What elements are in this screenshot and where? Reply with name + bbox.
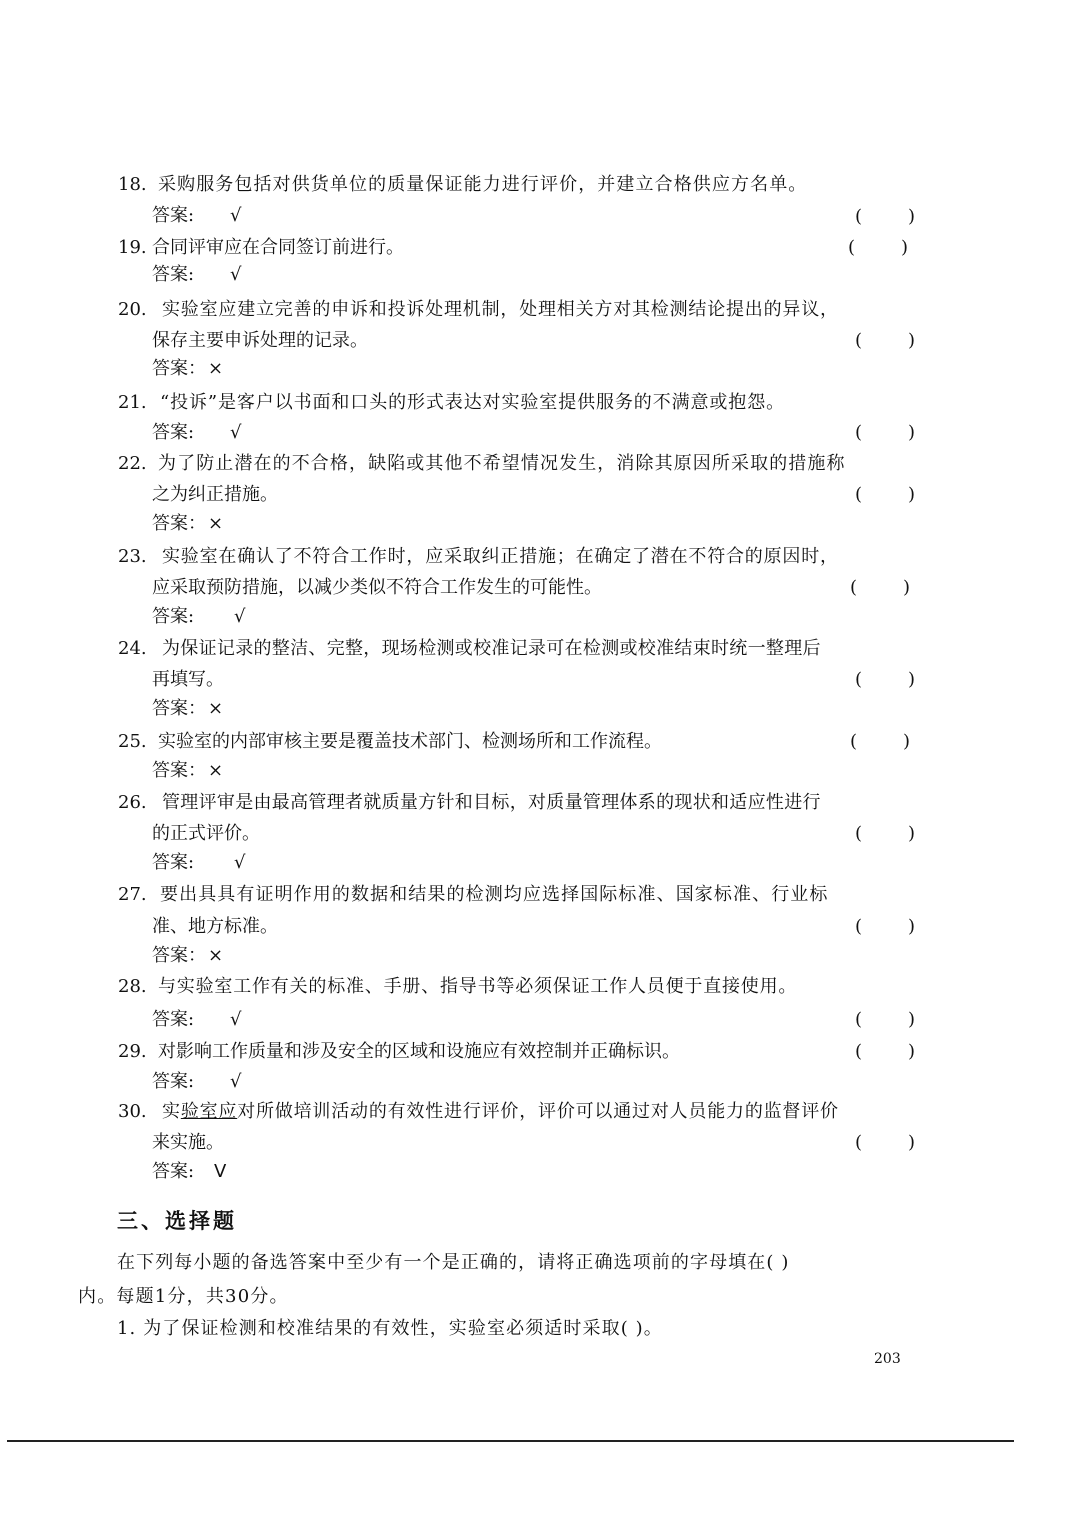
paren-open: ( (855, 1041, 863, 1062)
paren-open: ( (855, 823, 863, 844)
answer-mark: × (208, 358, 224, 379)
question-text (162, 1099, 839, 1125)
question-number: 30. (118, 1101, 147, 1122)
choice-question-1: 1. 为了保证检测和校准结果的有效性，实验室必须适时采取( )。 (117, 1318, 663, 1339)
answer-20 (152, 356, 224, 382)
question-text: 管理评审是由最高管理者就质量方针和目标，对质量管理体系的现状和适应性进行 (162, 792, 821, 813)
question-number: 22. (118, 453, 147, 474)
paren-open: ( (850, 577, 858, 598)
question-text: 之为纠正措施。 (152, 484, 278, 505)
paren-open: ( (855, 1009, 863, 1030)
answer-27 (152, 943, 224, 969)
question-text: 来实施。 (152, 1132, 224, 1153)
answer-label: 答案： (152, 945, 206, 966)
question-number: 21. (118, 392, 147, 413)
paren-close: ) (907, 669, 915, 690)
answer-mark: √ (230, 205, 242, 226)
question-text: 的正式评价。 (152, 823, 260, 844)
answer-29 (152, 1069, 242, 1095)
paren-close: ) (902, 577, 910, 598)
question-number: 24. (118, 638, 147, 659)
question-number: 20. (118, 299, 147, 320)
answer-label: 答案: (152, 1161, 195, 1182)
page-number: 203 (874, 1351, 901, 1367)
question-text: 采购服务包括对供货单位的质量保证能力进行评价，并建立合格供应方名单。 (158, 174, 808, 195)
paren-close: ) (907, 1132, 915, 1153)
answer-label: 答案: (152, 606, 195, 627)
answer-label: 答案: (152, 852, 195, 873)
question-number: 28. (118, 976, 147, 997)
answer-label: 答案: (152, 422, 195, 443)
paren-close: ) (907, 206, 915, 227)
answer-18 (152, 203, 242, 229)
answer-19 (152, 262, 242, 288)
question-text: 实验室的内部审核主要是覆盖技术部门、检测场所和工作流程。 (158, 731, 662, 752)
answer-24 (152, 696, 224, 722)
answer-mark: √ (230, 264, 242, 285)
answer-21 (152, 420, 242, 446)
question-text: 为了防止潜在的不合格，缺陷或其他不希望情况发生，消除其原因所采取的措施称 (158, 453, 846, 474)
answer-mark: × (208, 760, 224, 781)
question-number: 26. (118, 792, 147, 813)
question-text: 为保证记录的整洁、完整，现场检测或校准记录可在检测或校准结束时统一整理后 (162, 638, 821, 659)
question-text-part: 对所做培训活动的有效性进行评价，评价可以通过对人员能力的监督评价 (237, 1101, 839, 1122)
answer-mark: √ (234, 606, 246, 627)
answer-25 (152, 758, 224, 784)
answer-mark: × (208, 698, 224, 719)
question-number: 29. (118, 1041, 147, 1062)
underlined-text: 验室应 (180, 1101, 238, 1122)
answer-mark: √ (230, 422, 242, 443)
paren-close: ) (907, 484, 915, 505)
paren-open: ( (855, 422, 863, 443)
paren-open: ( (855, 1132, 863, 1153)
answer-mark: × (208, 513, 224, 534)
paren-open: ( (855, 916, 863, 937)
paren-close: ) (907, 1009, 915, 1030)
section-intro-line1: 在下列每小题的备选答案中至少有一个是正确的，请将正确选项前的字母填在( ) (117, 1252, 790, 1273)
question-text: 实验室在确认了不符合工作时，应采取纠正措施；在确定了潜在不符合的原因时， (162, 546, 839, 567)
paren-close: ) (902, 731, 910, 752)
paren-close: ) (900, 237, 908, 258)
question-text: 再填写。 (152, 669, 224, 690)
section-heading: 三、选择题 (117, 1208, 237, 1233)
paren-close: ) (907, 330, 915, 351)
answer-22 (152, 511, 224, 537)
answer-label: 答案： (152, 358, 206, 379)
paren-open: ( (848, 237, 856, 258)
paren-open: ( (855, 669, 863, 690)
footer-rule (7, 1440, 1014, 1442)
answer-label: 答案: (152, 1071, 195, 1092)
paren-close: ) (907, 422, 915, 443)
paren-open: ( (855, 206, 863, 227)
paren-close: ) (907, 823, 915, 844)
answer-mark: × (208, 945, 224, 966)
question-text: 准、地方标准。 (152, 916, 278, 937)
answer-23 (152, 604, 246, 630)
paren-open: ( (855, 484, 863, 505)
answer-label: 答案： (152, 760, 206, 781)
question-text: “投诉”是客户以书面和口头的形式表达对实验室提供服务的不满意或抱怨。 (160, 392, 786, 413)
paren-open: ( (855, 330, 863, 351)
paren-close: ) (907, 1041, 915, 1062)
answer-28 (152, 1007, 242, 1033)
paren-open: ( (850, 731, 858, 752)
answer-label: 答案: (152, 264, 195, 285)
question-number: 18. (118, 174, 147, 195)
answer-mark: √ (230, 1071, 242, 1092)
answer-label: 答案: (152, 1009, 195, 1030)
question-text: 要出具具有证明作用的数据和结果的检测均应选择国际标准、国家标准、行业标 (160, 884, 829, 905)
answer-30 (152, 1159, 227, 1185)
answer-label: 答案： (152, 513, 206, 534)
question-number: 19. (118, 237, 147, 258)
question-text: 对影响工作质量和涉及安全的区域和设施应有效控制并正确标识。 (158, 1041, 680, 1062)
section-intro-line2: 内。每题1分，共30分。 (78, 1286, 289, 1307)
answer-26 (152, 850, 246, 876)
question-text: 保存主要申诉处理的记录。 (152, 330, 368, 351)
paren-close: ) (907, 916, 915, 937)
question-number: 27. (118, 884, 147, 905)
question-text: 与实验室工作有关的标准、手册、指导书等必须保证工作人员便于直接使用。 (158, 976, 798, 997)
question-number: 23. (118, 546, 147, 567)
question-text: 实验室应建立完善的申诉和投诉处理机制，处理相关方对其检测结论提出的异议， (162, 299, 839, 320)
question-text-part: 实 (162, 1101, 181, 1122)
answer-label: 答案： (152, 698, 206, 719)
question-number: 25. (118, 731, 147, 752)
question-text: 应采取预防措施，以减少类似不符合工作发生的可能性。 (152, 577, 602, 598)
answer-mark: √ (230, 1009, 242, 1030)
question-text: 合同评审应在合同签订前进行。 (152, 237, 404, 258)
answer-mark: V (214, 1161, 227, 1182)
answer-mark: √ (234, 852, 246, 873)
answer-label: 答案: (152, 205, 195, 226)
